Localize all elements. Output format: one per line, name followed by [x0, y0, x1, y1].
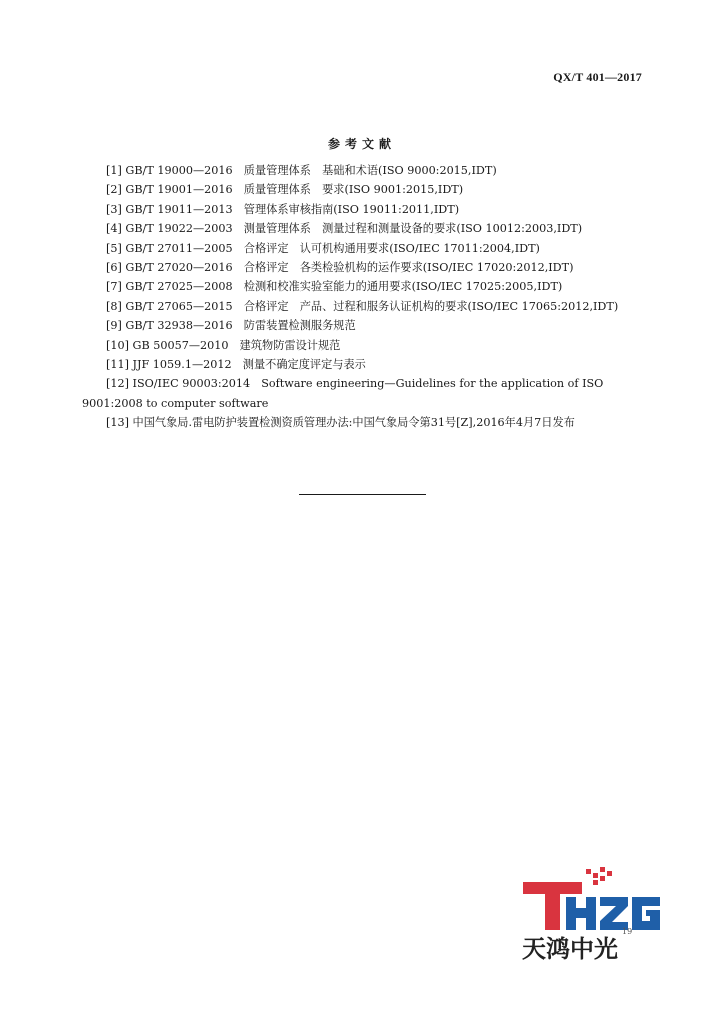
reference-item: [3] GB/T 19011—2013 管理体系审核指南(ISO 19011:2011,IDT)	[106, 202, 460, 216]
reference-item: [12] ISO/IEC 90003:2014 Software engineering—Guidelines for the application of ISO 9001:2008 to computer software	[82, 377, 604, 410]
reference-item: [4] GB/T 19022—2003 测量管理体系 测量过程和测量设备的要求(ISO 10012:2003,IDT)	[106, 222, 583, 236]
hzg-letters	[566, 897, 660, 930]
reference-item: [11] JJF 1059.1—2012 测量不确定度评定与表示	[106, 358, 366, 372]
reference-item: [10] GB 50057—2010 建筑物防雷设计规范	[106, 338, 341, 352]
page-number: 19	[622, 927, 633, 936]
logo-caption: 天鸿中光	[522, 935, 618, 962]
end-divider	[299, 494, 426, 495]
reference-list	[82, 161, 644, 433]
reference-item: [1] GB/T 19000—2016 质量管理体系 基础和术语(ISO 9000:2015,IDT)	[106, 164, 497, 177]
reference-item: [6] GB/T 27020—2016 合格评定 各类检验机构的运作要求(ISO/IEC 17020:2012,IDT)	[106, 261, 574, 275]
section-title: 参考文献	[327, 137, 396, 151]
watermark-logo	[520, 864, 666, 962]
reference-item: [9] GB/T 32938—2016 防雷装置检测服务规范	[106, 319, 356, 333]
reference-item: [13] 中国气象局.雷电防护装置检测资质管理办法:中国气象局令第31号[Z],2016年4月7日发布	[106, 416, 575, 430]
reference-item: [8] GB/T 27065—2015 合格评定 产品、过程和服务认证机构的要求(ISO/IEC 17065:2012,IDT)	[106, 299, 619, 313]
standard-code: QX/T 401—2017	[553, 70, 642, 84]
reference-item: [7] GB/T 27025—2008 检测和校准实验室能力的通用要求(ISO/IEC 17025:2005,IDT)	[106, 280, 563, 294]
pixel-decoration	[586, 867, 612, 885]
reference-item: [5] GB/T 27011—2005 合格评定 认可机构通用要求(ISO/IEC 17011:2004,IDT)	[106, 241, 540, 255]
reference-item: [2] GB/T 19001—2016 质量管理体系 要求(ISO 9001:2015,IDT)	[106, 183, 464, 197]
